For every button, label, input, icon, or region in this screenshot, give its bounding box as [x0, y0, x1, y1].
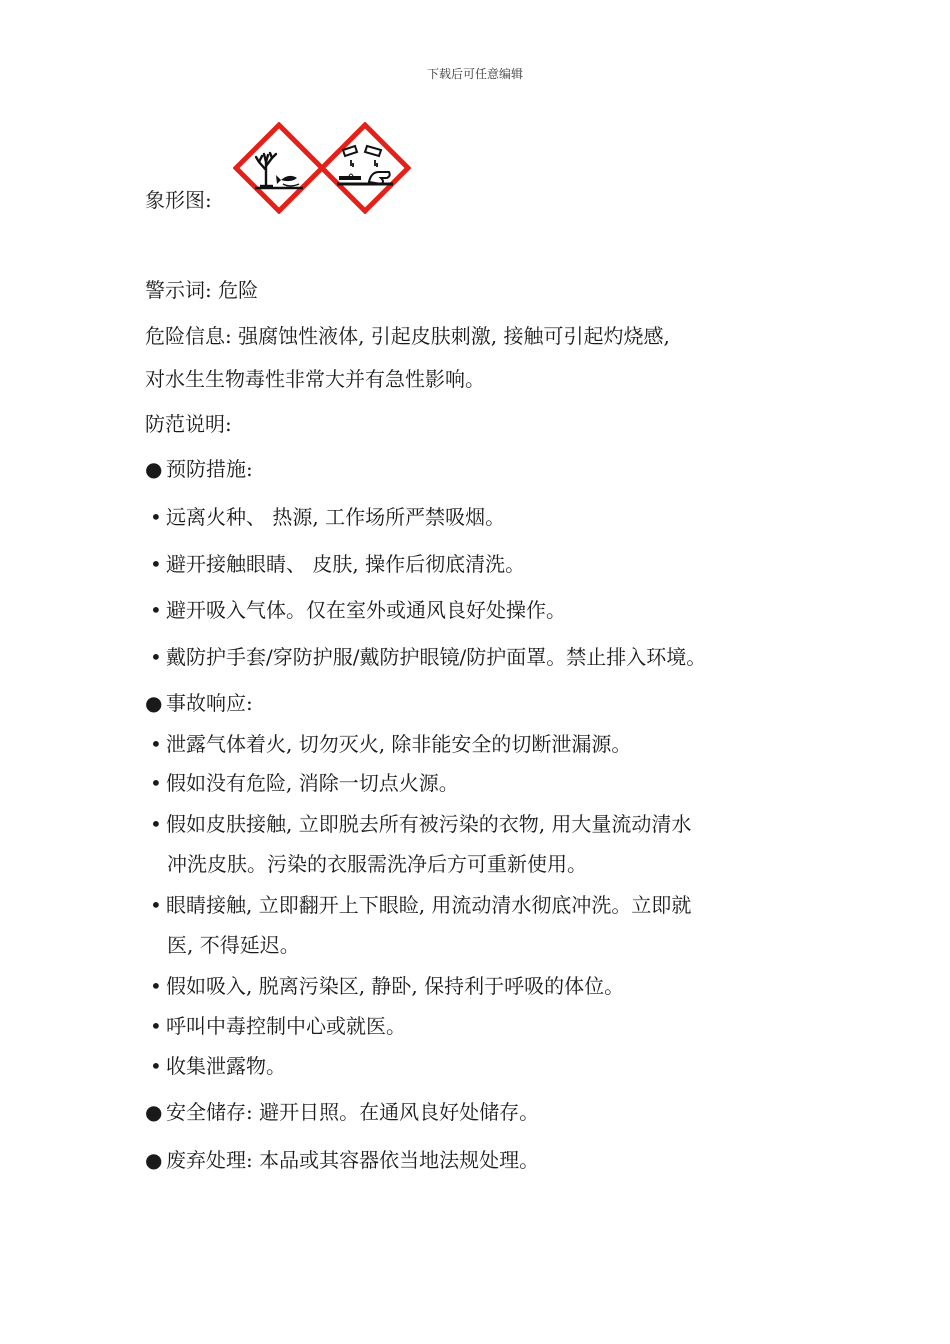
response-item: • 收集泄露物。 [150, 1054, 286, 1078]
response-item-continuation: 医, 不得延迟。 [167, 933, 300, 957]
response-item: • 假如没有危险, 消除一切点火源。 [150, 771, 459, 795]
response-item: • 眼睛接触, 立即翻开上下眼睑, 用流动清水彻底冲洗。立即就 [150, 893, 692, 917]
bullet-marker: • [150, 552, 162, 576]
bullet-marker: • [150, 771, 162, 795]
disc-marker: ● [145, 691, 163, 715]
response-item-continuation: 冲洗皮肤。污染的衣服需洗净后方可重新使用。 [167, 852, 587, 876]
disc-marker: ● [145, 457, 163, 481]
environment-hazard-icon [233, 122, 325, 214]
bullet-marker: • [150, 893, 162, 917]
pictogram-label: 象形图: [145, 188, 212, 212]
bullet-marker: • [150, 505, 162, 529]
disposal-text: 废弃处理: 本品或其容器依当地法规处理。 [166, 1148, 540, 1172]
response-item: • 假如皮肤接触, 立即脱去所有被污染的衣物, 用大量流动清水 [150, 812, 692, 836]
bullet-marker: • [150, 732, 162, 756]
prevention-heading [145, 456, 253, 482]
disposal-line [145, 1147, 539, 1173]
response-heading [145, 690, 253, 716]
precaution-title: 防范说明: [145, 412, 232, 436]
storage-text: 安全储存: 避开日照。在通风良好处储存。 [166, 1100, 540, 1124]
bullet-marker: • [150, 812, 162, 836]
response-item: • 呼叫中毒控制中心或就医。 [150, 1014, 406, 1038]
prevention-item: • 避开吸入气体。仅在室外或通风良好处操作。 [150, 598, 566, 622]
storage-line [145, 1099, 539, 1125]
prevention-item: • 戴防护手套/穿防护服/戴防护眼镜/防护面罩。禁止排入环境。 [150, 645, 707, 669]
bullet-marker: • [150, 1014, 162, 1038]
pictogram-row [145, 122, 545, 214]
bullet-marker: • [150, 1054, 162, 1078]
disc-marker: ● [145, 1100, 163, 1124]
prevention-item: • 远离火种、 热源, 工作场所严禁吸烟。 [150, 505, 506, 529]
hazard-info-line-2: 对水生生物毒性非常大并有急性影响。 [145, 367, 485, 391]
response-item: • 泄露气体着火, 切勿灭火, 除非能安全的切断泄漏源。 [150, 732, 632, 756]
hazard-info-line-1: 危险信息: 强腐蚀性液体, 引起皮肤刺激, 接触可引起灼烧感, [145, 324, 670, 348]
signal-word: 警示词: 危险 [145, 278, 259, 302]
bullet-marker: • [150, 645, 162, 669]
bullet-marker: • [150, 974, 162, 998]
disc-marker: ● [145, 1148, 163, 1172]
response-title: 事故响应: [166, 691, 253, 715]
bullet-marker: • [150, 598, 162, 622]
header-note: 下载后可任意编辑 [426, 67, 523, 81]
prevention-title: 预防措施: [166, 457, 253, 481]
response-item: • 假如吸入, 脱离污染区, 静卧, 保持利于呼吸的体位。 [150, 974, 625, 998]
prevention-item: • 避开接触眼睛、 皮肤, 操作后彻底清洗。 [150, 552, 526, 576]
corrosion-icon [319, 122, 411, 214]
